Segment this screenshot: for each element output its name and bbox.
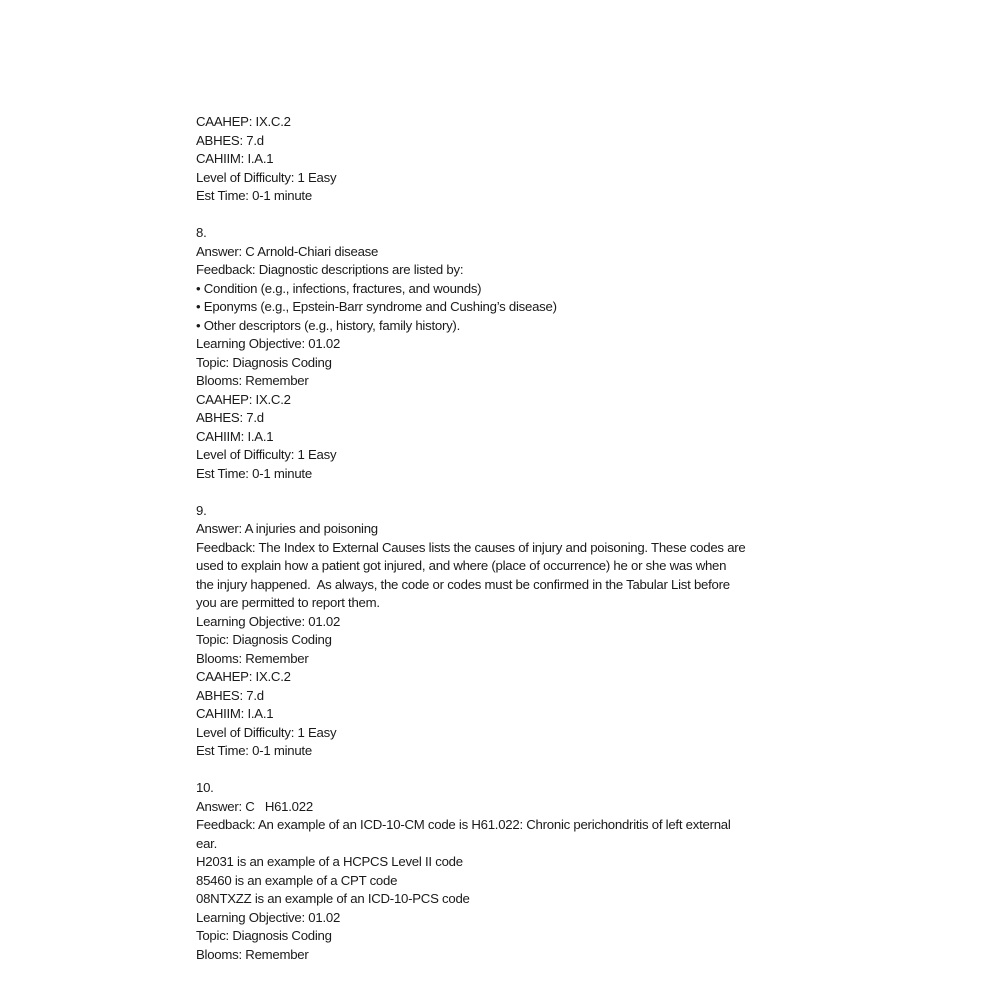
text-line: Learning Objective: 01.02 (196, 336, 341, 351)
question-number: 9. (196, 502, 207, 518)
text-line: Topic: Diagnosis Coding (196, 632, 332, 647)
text-line: ABHES: 7.d (196, 132, 264, 148)
text-line: Feedback: The Index to External Causes lists the causes of injury and poisoning. These codes are (196, 539, 746, 555)
text-line: Answer: C Arnold-Chiari disease (196, 243, 379, 259)
text-line: CAAHEP: IX.C.2 (196, 391, 291, 407)
text-line: you are permitted to report them. (196, 595, 380, 610)
question-number: 8. (196, 225, 207, 240)
text-line: CAAHEP: IX.C.2 (196, 114, 291, 129)
text-line: Learning Objective: 01.02 (196, 909, 341, 925)
text-line: Answer: C H61.022 (196, 798, 313, 814)
text-line: • Other descriptors (e.g., history, family history). (196, 317, 460, 333)
text-line: 85460 is an example of a CPT code (196, 872, 398, 888)
text-line: Level of Difficulty: 1 Easy (196, 724, 337, 740)
blank-line (196, 761, 846, 780)
question-number: 10. (196, 780, 214, 795)
text-line: H2031 is an example of a HCPCS Level II code (196, 854, 463, 869)
text-line: Est Time: 0-1 minute (196, 743, 312, 758)
blank-line (196, 206, 846, 225)
text-line: Blooms: Remember (196, 373, 309, 388)
text-line: Est Time: 0-1 minute (196, 188, 312, 203)
question-block (196, 502, 846, 761)
question-block (196, 779, 846, 964)
text-line: ABHES: 7.d (196, 687, 264, 703)
text-line: Topic: Diagnosis Coding (196, 354, 332, 370)
text-line: CAAHEP: IX.C.2 (196, 669, 291, 684)
text-line: Level of Difficulty: 1 Easy (196, 447, 337, 462)
text-line: 08NTXZZ is an example of an ICD-10-PCS code (196, 891, 470, 906)
text-line: • Condition (e.g., infections, fractures, and wounds) (196, 280, 482, 296)
text-line: Blooms: Remember (196, 650, 309, 666)
text-line: Level of Difficulty: 1 Easy (196, 169, 337, 185)
text-line: • Eponyms (e.g., Epstein-Barr syndrome and Cushing’s disease) (196, 299, 557, 314)
question-block (196, 224, 846, 483)
text-line: Answer: A injuries and poisoning (196, 521, 378, 536)
text-line: CAHIIM: I.A.1 (196, 428, 274, 444)
text-line: Feedback: An example of an ICD-10-CM code is H61.022: Chronic perichondritis of left external (196, 817, 731, 832)
text-line: Blooms: Remember (196, 946, 309, 962)
text-line: CAHIIM: I.A.1 (196, 706, 274, 721)
text-line: used to explain how a patient got injured, and where (place of occurrence) he or she was when (196, 558, 727, 573)
text-line: Topic: Diagnosis Coding (196, 928, 332, 943)
text-line: Feedback: Diagnostic descriptions are listed by: (196, 262, 464, 277)
text-line: Learning Objective: 01.02 (196, 613, 341, 629)
text-line: the injury happened. As always, the code or codes must be confirmed in the Tabular List before (196, 576, 730, 592)
text-line: Est Time: 0-1 minute (196, 465, 312, 481)
text-line: CAHIIM: I.A.1 (196, 151, 274, 166)
answer-key-content (196, 113, 846, 964)
blank-line (196, 483, 846, 502)
text-line: ABHES: 7.d (196, 410, 264, 425)
text-line: ear. (196, 835, 217, 851)
question-block (196, 113, 846, 206)
